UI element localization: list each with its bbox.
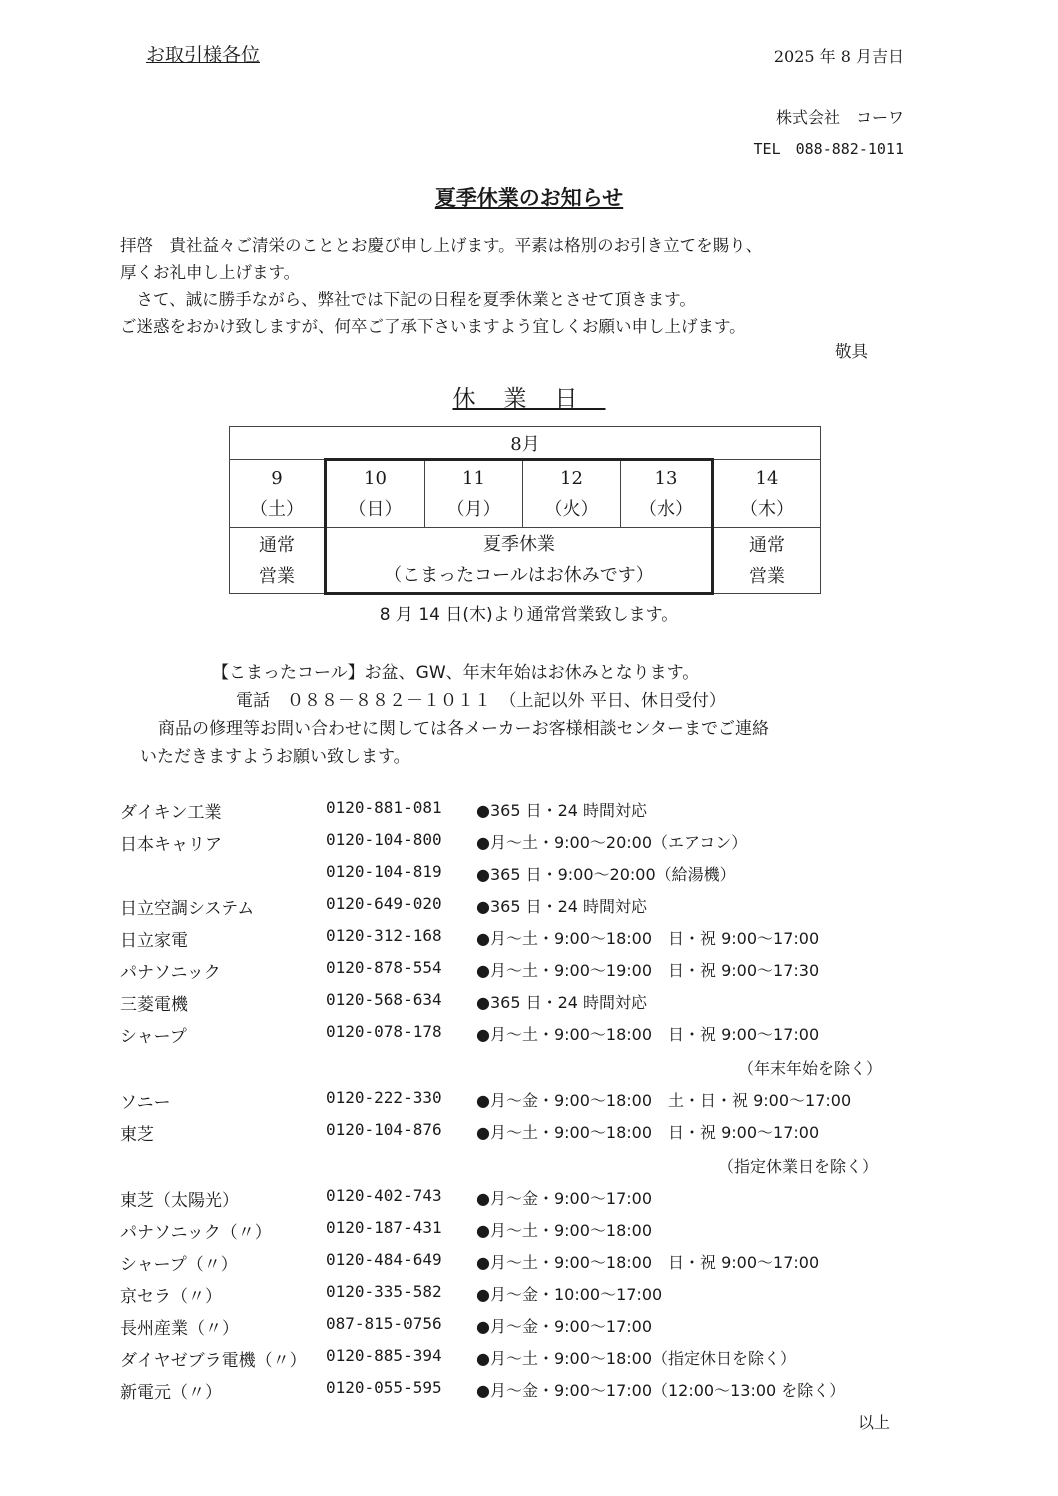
resume-notice: 8 月 14 日(木)より通常営業致します。 (379, 605, 679, 625)
calendar-day: 13 （水） (621, 460, 713, 528)
maker-note: （指定休業日を除く） (718, 1157, 879, 1176)
body-line: さて、誠に勝手ながら、弊社では下記の日程を夏季休業とさせて頂きます。 (120, 290, 696, 309)
addressee: お取引様各位 (146, 44, 261, 66)
call-line: 商品の修理等お問い合わせに関しては各メーカーお客様相談センターまでご連絡 (158, 719, 769, 739)
body-line: 厚くお礼申し上げます。 (120, 263, 301, 282)
company-tel: TEL 088-882-1011 (753, 140, 904, 158)
call-notice: 【こまったコール】お盆、GW、年末年始はお休みとなります。 (212, 663, 700, 683)
maker-note: （年末年始を除く） (738, 1059, 883, 1078)
calendar-day: 14 （木） (713, 460, 821, 528)
calendar-day: 9 （土） (230, 460, 326, 528)
status-open: 通常 営業 (713, 528, 821, 594)
call-line: いただきますようお願い致します。 (140, 747, 411, 767)
closing-keigu: 敬具 (835, 342, 868, 361)
body-line: 拝啓 貴社益々ご清栄のこととお慶び申し上げます。平素は格別のお引き立てを賜り、 (120, 236, 763, 255)
page-title: 夏季休業のお知らせ (434, 186, 624, 210)
calendar-day: 11 （月） (425, 460, 523, 528)
closing-ijo: 以上 (857, 1413, 890, 1432)
calendar-month: 8月 (230, 427, 821, 460)
status-closed: 夏季休業 （こまったコールはお休みです） (326, 528, 713, 594)
company-name: 株式会社 コーワ (775, 108, 904, 127)
body-line: ご迷惑をおかけ致しますが、何卒ご了承下さいますよう宜しくお願い申し上げます。 (120, 317, 746, 336)
calendar-day: 10 （日） (326, 460, 425, 528)
call-phone: 電話 ０８８－８８２－１０１１ （上記以外 平日、休日受付） (236, 691, 726, 711)
calendar-day: 12 （火） (523, 460, 621, 528)
status-open: 通常 営業 (230, 528, 326, 594)
holiday-calendar (229, 426, 821, 595)
issue-date: 2025 年 8 月吉日 (773, 47, 904, 66)
holiday-heading: 休業日 (452, 386, 606, 412)
